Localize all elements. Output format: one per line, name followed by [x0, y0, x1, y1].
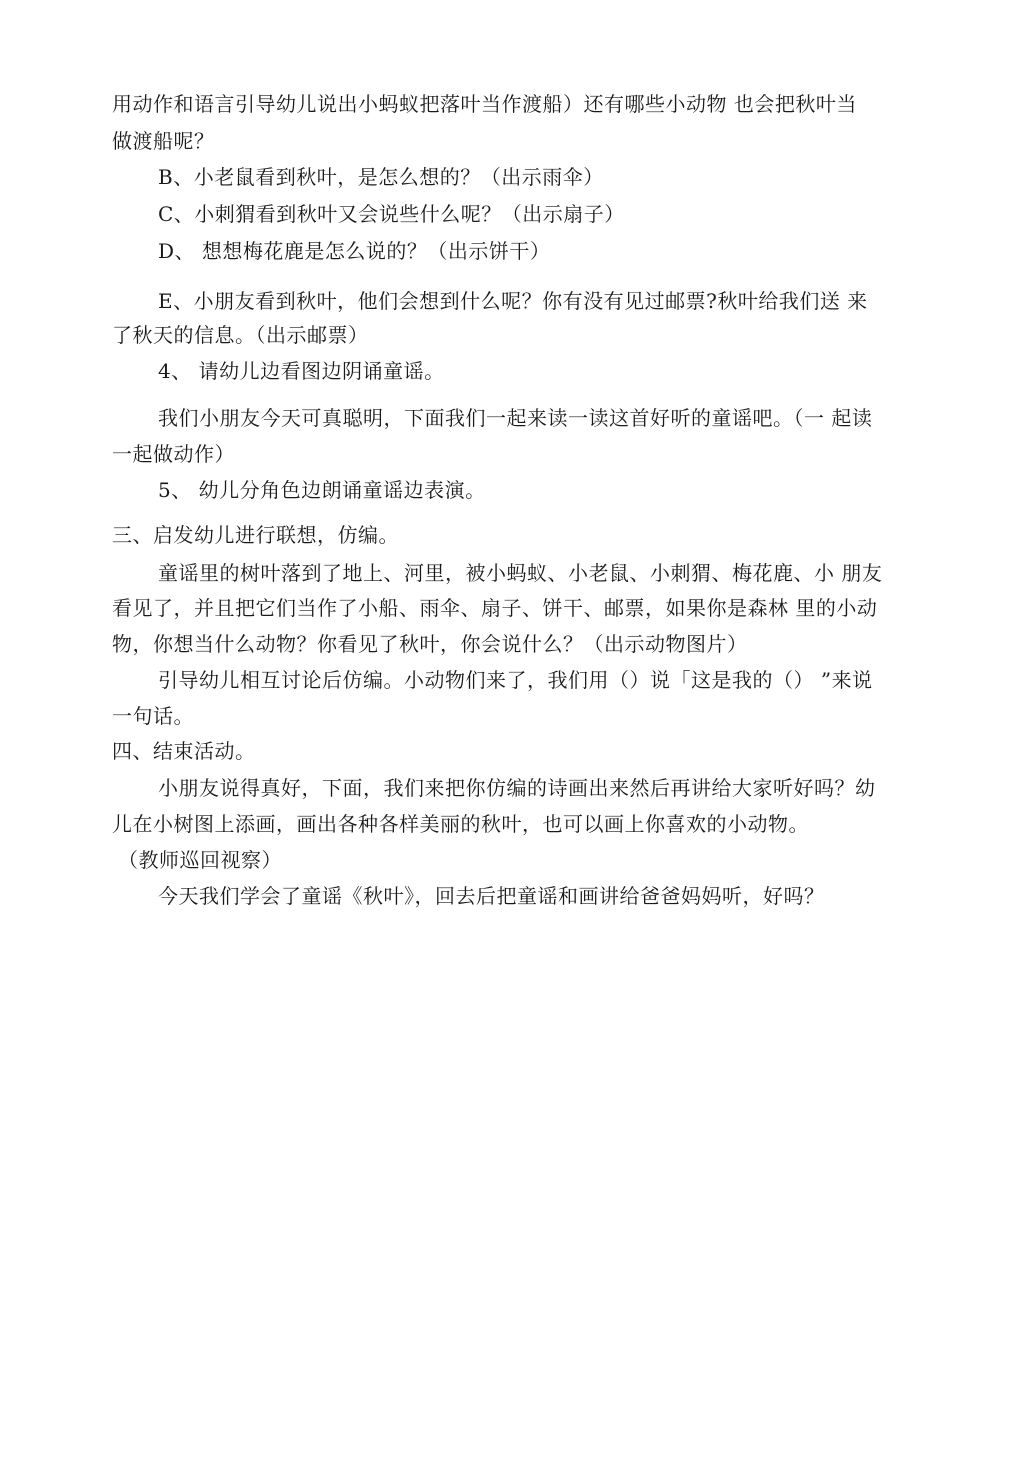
- text-line: C、小刺猬看到秋叶又会说些什么呢？（出示扇子）: [158, 202, 625, 226]
- text-line: D、 想想梅花鹿是怎么说的？（出示饼干）: [158, 239, 551, 263]
- text-line: 4、 请幼儿边看图边阴诵童谣。: [158, 359, 445, 383]
- text-line: 5、 幼儿分角色边朗诵童谣边表演。: [158, 478, 486, 502]
- section-heading: 四、结束活动。: [112, 739, 256, 763]
- text-line: 了秋天的信息。（出示邮票）: [112, 323, 369, 347]
- text-line: 物，你想当什么动物？你看见了秋叶，你会说什么？（出示动物图片）: [112, 632, 748, 656]
- section-heading: 三、启发幼儿进行联想，仿编。: [112, 523, 399, 547]
- text-line: 一句话。: [112, 704, 194, 728]
- text-line: 用动作和语言引导幼儿说出小蚂蚁把落叶当作渡船）还有哪些小动物 也会把秋叶当: [112, 92, 857, 116]
- text-line: 看见了，并且把它们当作了小船、雨伞、扇子、饼干、邮票，如果你是森林 里的小动: [112, 596, 878, 620]
- text-line: （教师巡回视察）: [118, 848, 282, 872]
- text-line: 今天我们学会了童谣《秋叶》，回去后把童谣和画讲给爸爸妈妈听，好吗？: [158, 884, 825, 908]
- text-line: 做渡船呢？: [112, 129, 215, 153]
- text-line: B、小老鼠看到秋叶，是怎么想的？（出示雨伞）: [158, 165, 604, 189]
- text-line: 小朋友说得真好，下面，我们来把你仿编的诗画出来然后再讲给大家听好吗？幼: [158, 776, 876, 800]
- text-line: 儿在小树图上添画，画出各种各样美丽的秋叶，也可以画上你喜欢的小动物。: [112, 812, 809, 836]
- text-line: 一起做动作）: [112, 442, 235, 466]
- text-line: 我们小朋友今天可真聪明，下面我们一起来读一读这首好听的童谣吧。（一 起读: [158, 406, 873, 430]
- text-line: 引导幼儿相互讨论后仿编。小动物们来了，我们用（）说「这是我的（） ”来说: [158, 668, 873, 692]
- text-line: E、小朋友看到秋叶，他们会想到什么呢？你有没有见过邮票?秋叶给我们送 来: [158, 289, 868, 313]
- text-line: 童谣里的树叶落到了地上、河里，被小蚂蚁、小老鼠、小刺猬、梅花鹿、小 朋友: [158, 561, 883, 585]
